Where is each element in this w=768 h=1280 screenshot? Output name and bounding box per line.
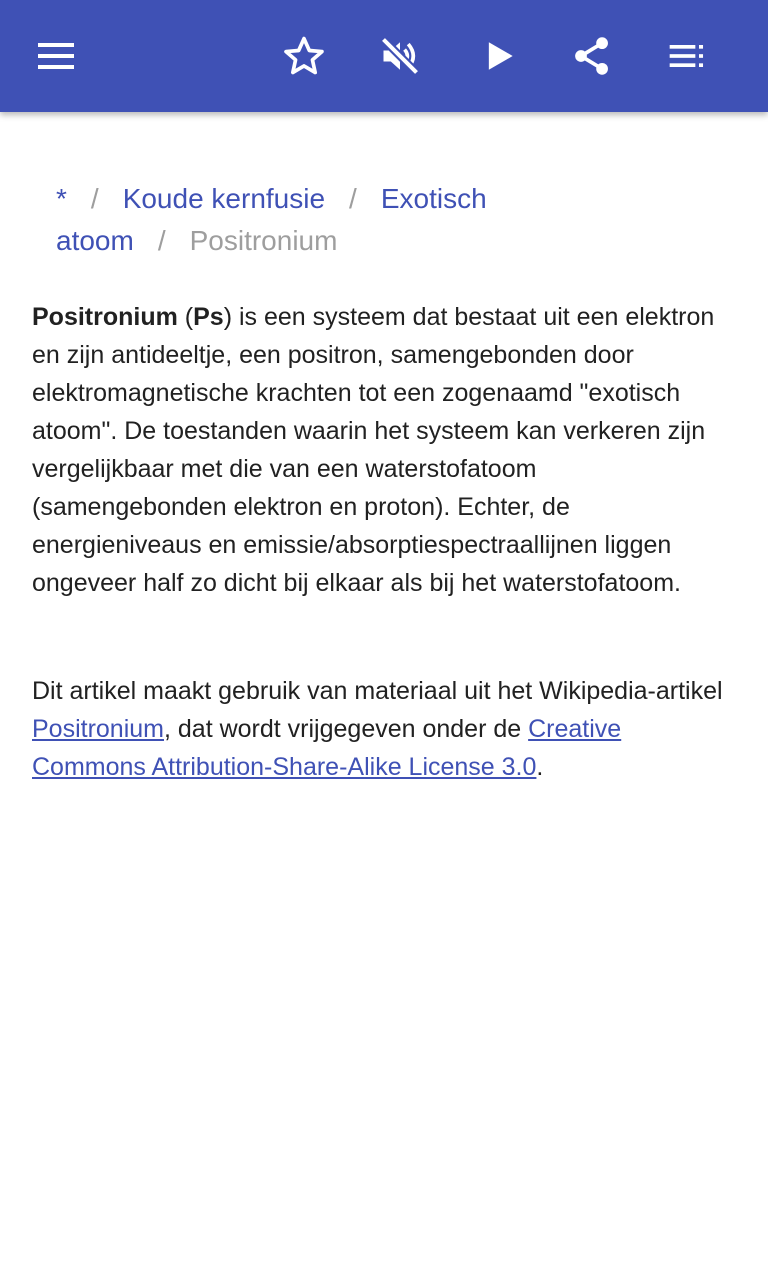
attribution-text-end: . [536, 753, 544, 781]
license-link[interactable]: Creative Commons Attribution-Share-Alike License 3.0 [32, 715, 622, 781]
article-paragraph [32, 298, 736, 602]
article-paren: ( [177, 303, 194, 331]
article-body [32, 298, 736, 786]
hamburger-menu-icon[interactable] [24, 24, 88, 88]
breadcrumb-separator: / [349, 183, 357, 214]
attribution-text: Dit artikel maakt gebruik van materiaal uit het Wikipedia-artikel [32, 677, 723, 705]
breadcrumb-item-exotisch-atoom[interactable]: Exotisch atoom [56, 183, 487, 256]
table-of-contents-icon[interactable] [656, 24, 720, 88]
breadcrumb-current: Positronium [189, 225, 338, 256]
volume-off-icon[interactable] [368, 24, 432, 88]
attribution-text-middle: , dat wordt vrijgegeven onder de [164, 715, 529, 743]
breadcrumb-separator: / [90, 183, 99, 214]
breadcrumb-item-koude-kernfusie[interactable]: Koude kernfusie [122, 183, 326, 214]
share-icon[interactable] [560, 24, 624, 88]
play-icon[interactable] [466, 24, 530, 88]
article-abbreviation: Ps [193, 303, 224, 331]
app-bar [0, 0, 768, 112]
attribution-paragraph [32, 672, 736, 786]
breadcrumb-item-root[interactable]: * [56, 183, 67, 214]
article-term: Positronium [32, 303, 178, 331]
wikipedia-article-link[interactable]: Positronium [32, 715, 164, 743]
article-text: ) is een systeem dat bestaat uit een elektron en zijn antideeltje, een positron, samengebonden door elektromagnetische krachten tot een zogenaamd "exotisch atoom". De toestanden waarin het systeem kan verkeren zijn vergelijkbaar met die van een waterstofatoom (samengebonden elektron en proton). Echter, de energieniveaus en emissie/absorptiespectraallijnen liggen ongeveer half zo dicht bij elkaar als bij het waterstofatoom. [32, 303, 715, 597]
star-outline-icon[interactable] [272, 24, 336, 88]
article-content [0, 112, 768, 1280]
breadcrumb [56, 178, 736, 262]
breadcrumb-separator: / [157, 225, 166, 256]
